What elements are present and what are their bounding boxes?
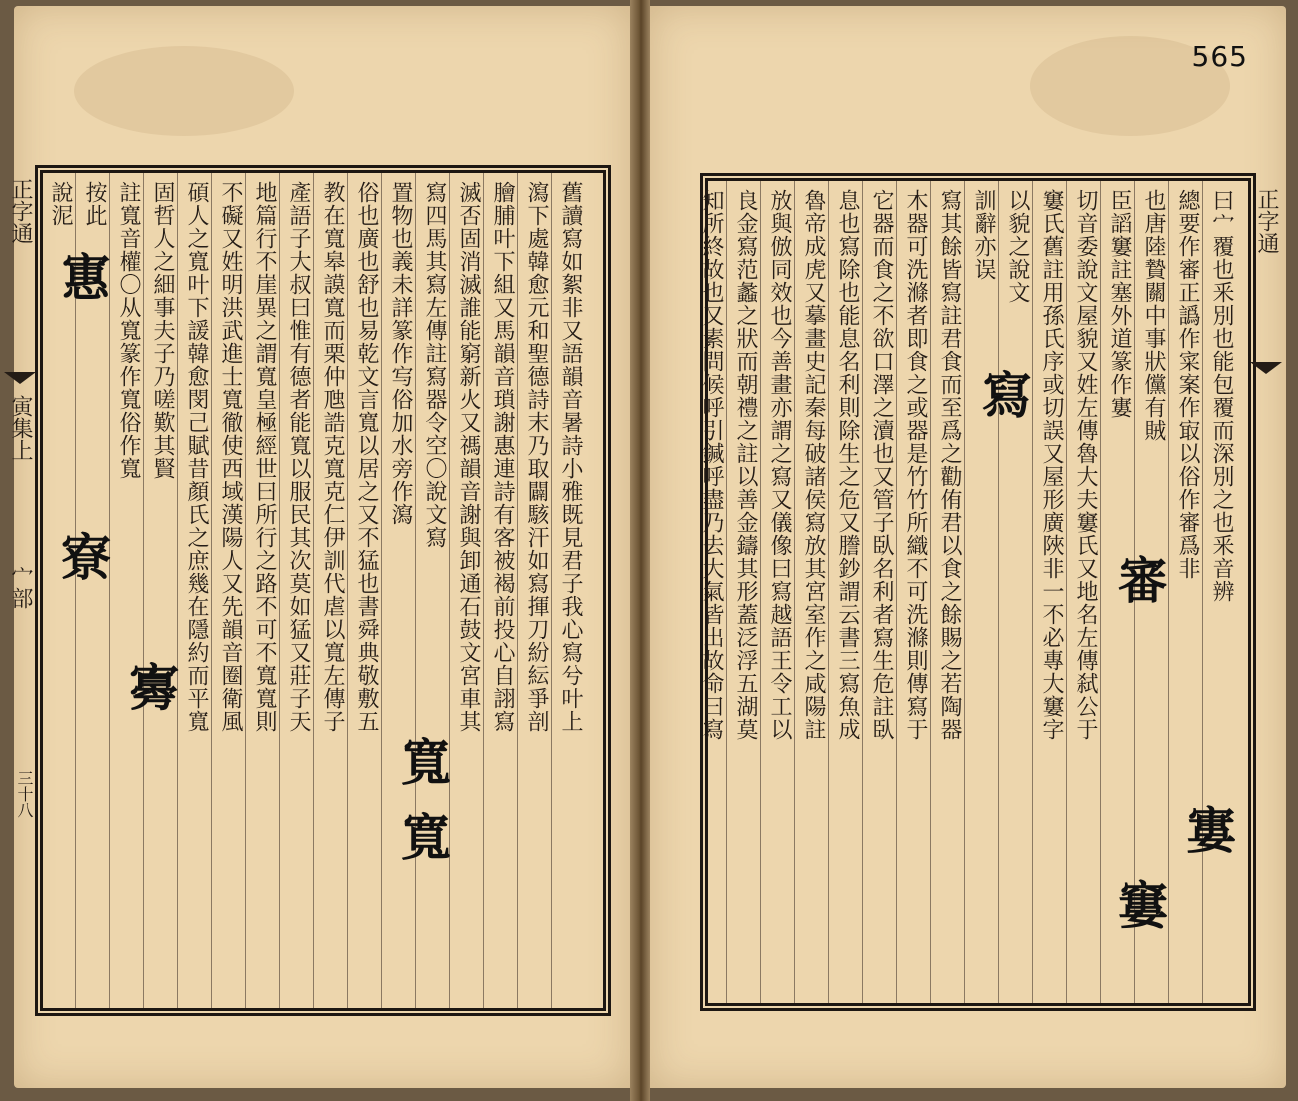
column-rule xyxy=(1168,181,1169,1003)
text-column: 按此 xyxy=(82,181,107,227)
text-column: 註寬音權〇从寬篆作寬俗作寬 xyxy=(116,181,141,480)
headword: 寮 xyxy=(61,528,111,587)
page-number: 565 xyxy=(1191,40,1248,73)
text-column: 寫其餘皆寫註君食而至爲之勸侑君以食之餘賜之若陶器 xyxy=(937,189,962,741)
text-column: 寫四馬其寫左傳註寫器令空〇說文寫 xyxy=(422,181,447,549)
text-column: 固哲人之細事夫子乃嗟歎其賢 xyxy=(150,181,175,480)
left-text-frame xyxy=(40,170,606,1011)
paper-stain xyxy=(74,46,294,136)
column-rule xyxy=(964,181,965,1003)
column-rule xyxy=(211,173,212,1008)
column-rule xyxy=(347,173,348,1008)
column-rule xyxy=(794,181,795,1003)
text-column: 教在寬皋謨寬而栗仲虺誥克寬克仁伊訓代虐以寬左傳子 xyxy=(320,181,345,733)
text-column: 舊讀寫如絮非又語韻音暑詩小雅既見君子我心寫兮叶上 xyxy=(558,181,583,733)
text-column: 俗也廣也舒也易乾文言寬以居之又不猛也書舜典敬敷五 xyxy=(354,181,379,733)
headword: 窶 xyxy=(1118,876,1168,935)
headword: 㝰 xyxy=(129,658,179,717)
text-column: 也唐陸贄關中事狀儻有賊 xyxy=(1141,189,1166,442)
column-rule xyxy=(143,173,144,1008)
text-column: 窶氏舊註用孫氏序或切誤又屋形廣陜非一不必專大窶字 xyxy=(1039,189,1064,741)
margin-book-title: 正字通 xyxy=(8,178,33,244)
margin-volume: 寅集上 xyxy=(8,395,33,461)
column-rule xyxy=(381,173,382,1008)
margin-folio: 三十八 xyxy=(15,770,34,818)
headword: 寬 xyxy=(401,808,451,867)
text-column: 息也寫除也能息名利則除生之危又謄鈔謂云書三寫魚成 xyxy=(835,189,860,741)
headword: 寬 xyxy=(401,733,451,792)
text-column: 放與倣同效也今善畫亦謂之寫又儀像曰寫越語王令工以 xyxy=(767,189,792,741)
text-column: 地篇行不崖異之謂寬皇極經世曰所行之路不可不寬寬則 xyxy=(252,181,277,733)
column-rule xyxy=(313,173,314,1008)
column-rule xyxy=(245,173,246,1008)
fishtail-mark xyxy=(4,372,36,384)
column-rule xyxy=(726,181,727,1003)
text-column: 訓辭亦误 xyxy=(971,189,996,281)
headword: 寫 xyxy=(982,366,1032,425)
column-rule xyxy=(896,181,897,1003)
column-rule xyxy=(551,173,552,1008)
text-column: 切音委說文屋貌又姓左傳魯大夫窶氏又地名左傳弑公于 xyxy=(1073,189,1098,741)
column-rule xyxy=(930,181,931,1003)
column-rule xyxy=(415,173,416,1008)
text-column: 臣謟窶註塞外道篆作寠 xyxy=(1107,189,1132,419)
text-column: 產語子大叔曰惟有德者能寬以服民其次莫如猛又莊子天 xyxy=(286,181,311,733)
headword: 寠 xyxy=(1186,801,1236,860)
column-rule xyxy=(1066,181,1067,1003)
text-column: 以貌之說文 xyxy=(1005,189,1030,304)
column-rule xyxy=(483,173,484,1008)
text-column: 說泥 xyxy=(48,181,73,227)
column-rule xyxy=(862,181,863,1003)
text-column: 不礙又姓明洪武進士寬徹使西域漢陽人又先韻音圈衛風 xyxy=(218,181,243,733)
text-column: 曰宀覆也釆別也能包覆而深別之也釆音辨 xyxy=(1209,189,1234,603)
text-column: 知所終故也又素問候呼引鍼呼盡乃去大氣皆出故命曰寫 xyxy=(699,189,724,741)
text-column: 木器可洗滌者即食之或器是竹竹所織不可洗滌則傳寫于 xyxy=(903,189,928,741)
headword: 審 xyxy=(1118,551,1168,610)
text-column: 膾脯叶下組又馬韻音瑣謝惠連詩有客被褐前投心自詡寫 xyxy=(490,181,515,733)
column-rule xyxy=(998,181,999,1003)
book-gutter xyxy=(630,0,650,1101)
column-rule xyxy=(1202,181,1203,1003)
column-rule xyxy=(449,173,450,1008)
column-rule xyxy=(760,181,761,1003)
text-column: 魯帝成虎又摹畫史記秦每破諸侯寫放其宮室作之咸陽註 xyxy=(801,189,826,741)
column-rule xyxy=(1032,181,1033,1003)
column-rule xyxy=(828,181,829,1003)
text-column: 總要作審正譌作寀案作㝡以俗作審爲非 xyxy=(1175,189,1200,580)
column-rule xyxy=(1100,181,1101,1003)
margin-section: 宀部 xyxy=(8,565,33,609)
text-column: 良金寫范蠡之狀而朝禮之註以善金鑄其形蓋泛浮五湖莫 xyxy=(733,189,758,741)
column-rule xyxy=(177,173,178,1008)
headword: 寭 xyxy=(61,248,111,307)
fishtail-mark xyxy=(1250,362,1282,374)
text-column: 滅否固消滅誰能窮新火又禡韻音謝與卸通石鼓文宮車其 xyxy=(456,181,481,733)
text-column: 碩人之寬叶下諼韓愈閔己賦昔顏氏之庶幾在隱約而平寬 xyxy=(184,181,209,733)
column-rule xyxy=(517,173,518,1008)
text-column: 它器而食之不欲口澤之瀆也又管子臥名利者寫生危註臥 xyxy=(869,189,894,741)
right-text-frame xyxy=(699,178,1251,1006)
column-rule xyxy=(279,173,280,1008)
margin-book-title: 正字通 xyxy=(1254,188,1279,254)
text-column: 置物也義未詳篆作㝍俗加水旁作瀉 xyxy=(388,181,413,526)
text-column: 瀉下處韓愈元和聖德詩末乃取闢駭汗如寫揮刀紛紜爭剖 xyxy=(524,181,549,733)
